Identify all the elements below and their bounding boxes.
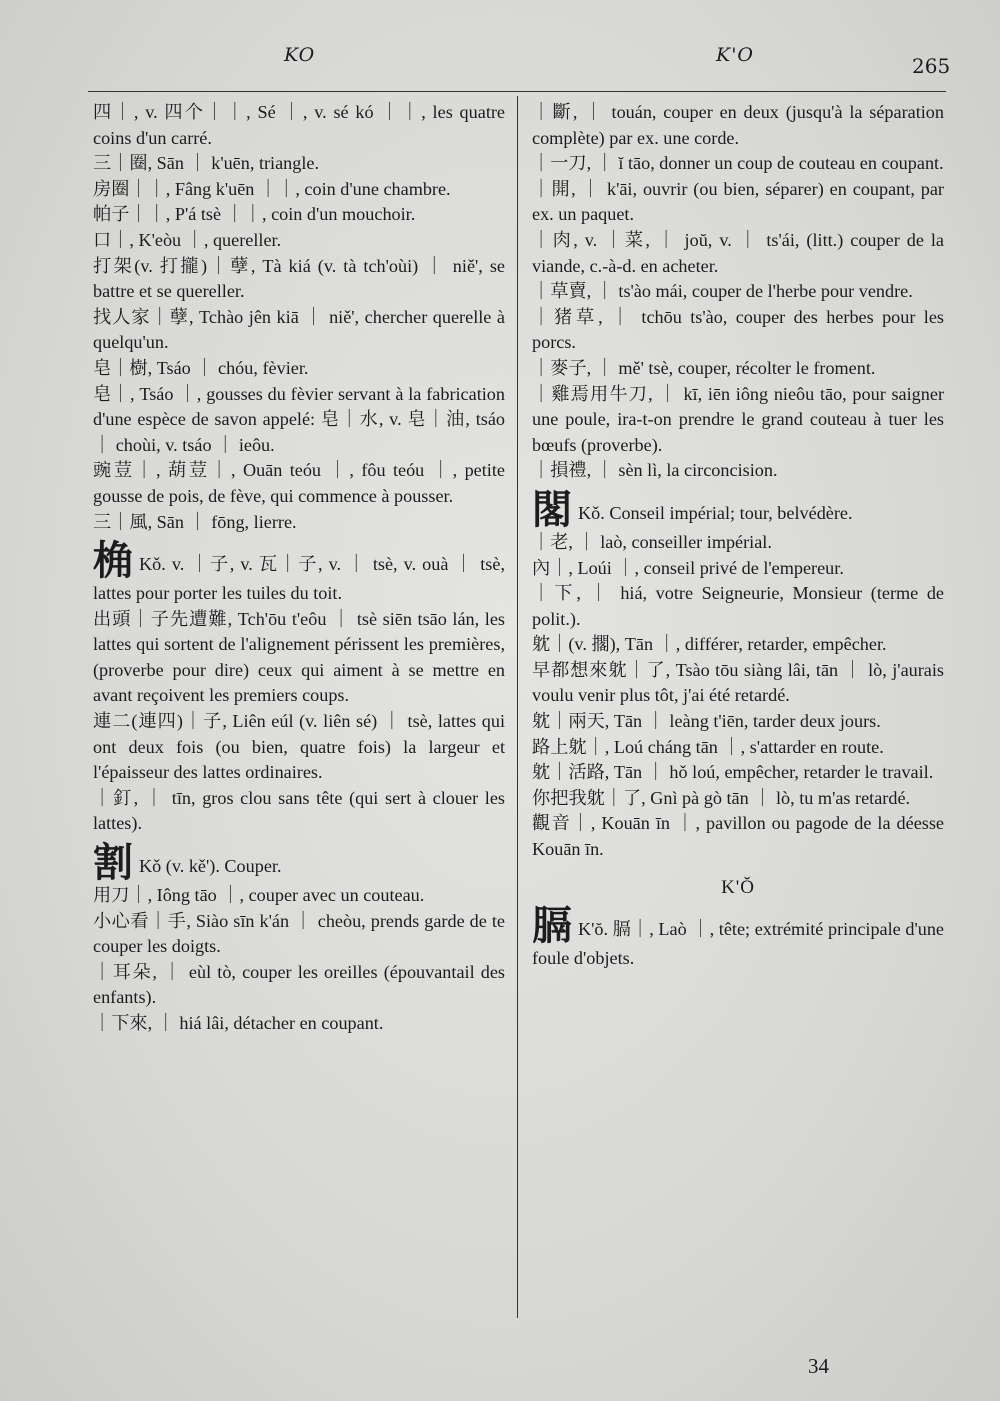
dictionary-entry	[532, 228, 944, 279]
dictionary-entry	[93, 382, 505, 459]
dictionary-entry	[532, 305, 944, 356]
dictionary-entry	[532, 581, 944, 632]
entry-text: 觀音｜, Kouān īn ｜, pavillon ou pagode de la déesse Kouān īn.	[532, 813, 944, 860]
entry-text: 躭｜活路, Tān ｜ hǒ loú, empêcher, retarder le travail.	[532, 762, 934, 783]
column-divider	[517, 96, 518, 1318]
dictionary-entry	[93, 883, 505, 909]
entry-text: 口｜, K'eòu ｜, quereller.	[93, 229, 282, 250]
entry-text: 四｜, v. 四个｜｜, Sé ｜, v. sé kó ｜｜, les quatre coins d'un carré.	[93, 102, 505, 148]
entry-text: ｜老, ｜ laò, conseiller impérial.	[532, 531, 772, 552]
entry-text: ｜雞焉用牛刀, ｜ kī, iēn iông nieôu tāo, pour saigner une poule, ira-t-on prendre le grand couteau à tuer les bœufs (proverbe).	[532, 383, 944, 455]
entry-text: ｜損禮, ｜ sèn lì, la circoncision.	[532, 460, 778, 481]
entry-text: 小心看｜手, Siào sīn k'án ｜ cheòu, prends garde de te couper les doigts.	[93, 910, 505, 957]
dictionary-entry	[532, 709, 944, 735]
entry-text: ｜草賣, ｜ ts'ào mái, couper de l'herbe pour vendre.	[532, 281, 913, 302]
entry-text: 出頭｜子先遭難, Tch'ōu t'eôu ｜ tsè siēn tsāo lán, les lattes qui sortent de l'alignement périssent les premières, (proverbe pour dire) ceux qui aiment à se mettre en avant reçoivent les premiers coups.	[93, 608, 505, 706]
dictionary-entry	[93, 177, 505, 203]
dictionary-entry	[93, 607, 505, 709]
dictionary-entry	[532, 382, 944, 459]
entry-text: 躭｜(v. 擱), Tān ｜, différer, retarder, empêcher.	[532, 634, 887, 655]
entry-text: ｜肉, v. ｜菜, ｜ joŭ, v. ｜ ts'ái, (litt.) couper de la viande, c.-à-d. en acheter.	[532, 229, 944, 276]
headword-character: 桷	[93, 538, 133, 584]
dictionary-entry	[93, 100, 505, 151]
entry-text: 打架(v. 打攏)｜孽, Tà kiá (v. tà tch'oùi) ｜ niě', se battre et se quereller.	[93, 255, 505, 302]
entry-text: 三｜圈, Sān ｜ k'uēn, triangle.	[93, 153, 320, 174]
dictionary-entry	[532, 556, 944, 582]
entry-text: Kǒ. Conseil impérial; tour, belvédère.	[578, 502, 853, 523]
entry-text: ｜開, ｜ k'āi, ouvrir (ou bien, séparer) en coupant, par ex. un paquet.	[532, 178, 944, 225]
signature-mark: 34	[808, 1354, 829, 1378]
dictionary-entry	[93, 709, 505, 786]
entry-text: 早都想來躭｜了, Tsào tōu siàng lâi, tān ｜ lò, j'aurais voulu venir plus tôt, j'ai été retardé.	[532, 659, 944, 706]
entry-text: ｜一刀, ｜ ĭ tāo, donner un coup de couteau en coupant.	[532, 153, 944, 174]
dictionary-entry	[93, 909, 505, 960]
dictionary-entry	[93, 356, 505, 382]
headword-entry	[93, 538, 505, 607]
headword-entry	[93, 840, 505, 886]
headword-character: 割	[93, 840, 133, 886]
dictionary-entry	[93, 254, 505, 305]
running-head-left: KO	[284, 44, 316, 66]
entry-text: 你把我躭｜了, Gnì pà gò tān ｜ lò, tu m'as retardé.	[532, 787, 911, 808]
dictionary-entry	[532, 632, 944, 658]
dictionary-entry	[532, 760, 944, 786]
entry-text: ｜猪草, ｜ tchōu ts'ào, couper des herbes pour les porcs.	[532, 306, 944, 353]
entry-text: 用刀｜, Iông tāo ｜, couper avec un couteau.	[93, 885, 425, 906]
entry-text: 皂｜, Tsáo ｜, gousses du fèvier servant à la fabrication d'une espèce de savon appelé: 皂｜水, v. 皂｜油, tsáo ｜ choùi, v. tsáo ｜ ieôu.	[93, 383, 505, 455]
headword-entry	[532, 486, 944, 532]
dictionary-entry	[93, 458, 505, 509]
entry-text: 三｜風, Sān ｜ fōng, lierre.	[93, 511, 297, 532]
running-head-right: K'O	[716, 44, 754, 66]
entry-text: K'ŏ. 膈｜, Laò ｜, tête; extrémité principale d'une foule d'objets.	[532, 919, 944, 969]
dictionary-entry	[532, 786, 944, 812]
dictionary-entry	[532, 458, 944, 484]
dictionary-entry	[532, 279, 944, 305]
dictionary-entry	[93, 510, 505, 536]
entry-text: ｜下來, ｜ hiá lâi, détacher en coupant.	[93, 1013, 384, 1033]
entry-text: 躭｜兩天, Tān ｜ leàng t'iēn, tarder deux jours.	[532, 711, 881, 732]
dictionary-entry	[532, 811, 944, 862]
entry-text: ｜耳朵, ｜ eùl tò, couper les oreilles (épouvantail des enfants).	[93, 961, 505, 1008]
dictionary-entry	[532, 100, 944, 151]
entry-text: 內｜, Loúi ｜, conseil privé de l'empereur.	[532, 557, 844, 578]
right-column	[532, 100, 944, 972]
entry-text: 找人家｜孽, Tchào jên kiā ｜ niě', chercher querelle à quelqu'un.	[93, 306, 505, 353]
entry-text: ｜麥子, ｜ mě' tsè, couper, récolter le froment.	[532, 357, 876, 378]
entry-text: 豌荳｜, 葫荳｜, Ouān teóu ｜, fôu teóu ｜, petite gousse de pois, de fève, qui commence à pousser.	[93, 460, 505, 506]
dictionary-entry	[93, 202, 505, 228]
entry-text: Kǒ. v. ｜子, v. 瓦｜子, v. ｜ tsè, v. ouà ｜ tsè, lattes pour porter les tuiles du toit.	[93, 554, 505, 604]
dictionary-entry	[93, 1011, 505, 1037]
page-number: 265	[912, 54, 951, 78]
headword-character: 膈	[532, 903, 572, 949]
entry-text: 房圈｜｜, Fâng k'uēn ｜｜, coin d'une chambre.	[93, 178, 451, 199]
headword-entry	[532, 903, 944, 972]
entry-text: ｜斷, ｜ touán, couper en deux (jusqu'à la séparation complète) par ex. une corde.	[532, 102, 944, 148]
entry-text: 皂｜樹, Tsáo ｜ chóu, fèvier.	[93, 357, 309, 378]
dictionary-entry	[532, 151, 944, 177]
dictionary-entry	[532, 658, 944, 709]
left-column	[93, 100, 505, 1037]
dictionary-entry	[532, 356, 944, 382]
entry-text: 帕子｜｜, P'á tsè ｜｜, coin d'un mouchoir.	[93, 204, 416, 225]
dictionary-entry	[93, 151, 505, 177]
dictionary-entry	[93, 228, 505, 254]
dictionary-entry	[532, 530, 944, 556]
dictionary-entry	[532, 177, 944, 228]
dictionary-entry	[93, 960, 505, 1011]
headword-character: 閣	[532, 486, 572, 532]
header-rule	[88, 91, 946, 92]
dictionary-entry	[532, 735, 944, 761]
entry-text: Kǒ (v. kě'). Couper.	[139, 856, 282, 877]
entry-text: 路上躭｜, Loú cháng tān ｜, s'attarder en route.	[532, 736, 884, 757]
dictionary-entry	[93, 305, 505, 356]
entry-text: ｜釘, ｜ tīn, gros clou sans tête (qui sert à clouer les lattes).	[93, 787, 505, 834]
dictionary-entry	[93, 786, 505, 837]
entry-text: 連二(連四)｜子, Liên eúl (v. liên sé) ｜ tsè, lattes qui ont deux fois (ou bien, quatre fois) la largeur et l'épaisseur des lattes ordinaires.	[93, 711, 505, 783]
entry-text: ｜下, ｜ hiá, votre Seigneurie, Monsieur (terme de polit.).	[532, 583, 944, 629]
section-heading: K'Ŏ	[721, 876, 755, 898]
